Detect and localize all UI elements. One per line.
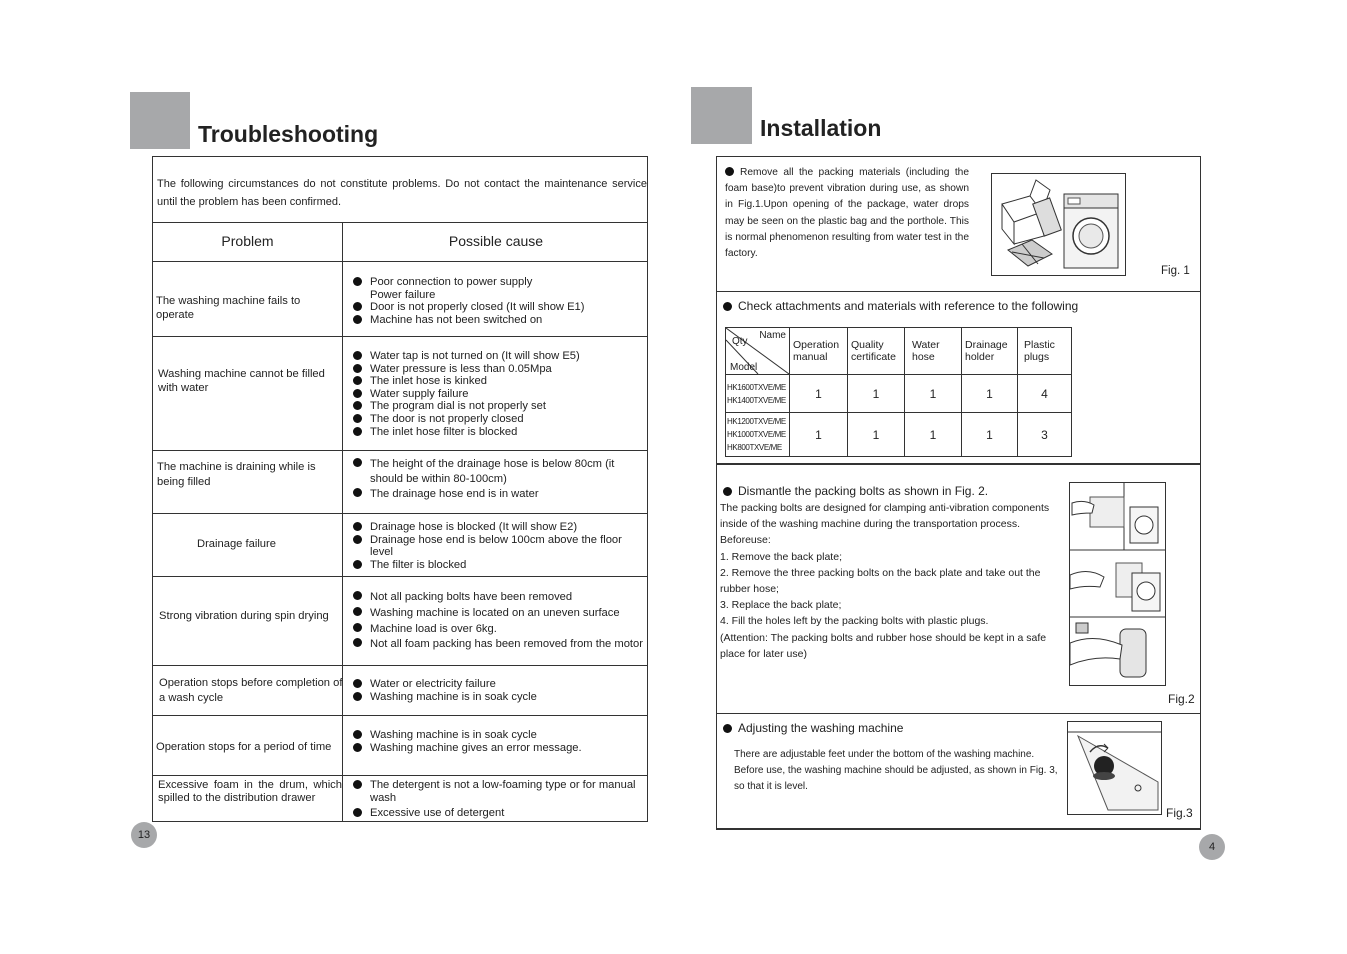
bullet-icon — [725, 167, 734, 176]
attachments-table — [725, 327, 1072, 457]
qty-cell: 1 — [848, 413, 905, 457]
section-marker — [691, 87, 752, 144]
model-name: HK1000TXVE/ME — [727, 430, 786, 439]
problem-cell: The machine is draining while is being filled — [157, 461, 316, 488]
qty-cell: 3 — [1018, 413, 1072, 457]
section-marker — [130, 92, 190, 149]
text-line: (Attention: The packing bolts and rubber hose should be kept in a safe — [720, 631, 1047, 644]
attachments-heading-text: Check attachments and materials with reference to the following — [738, 299, 1079, 313]
model-cell — [726, 375, 790, 413]
qty-cell: 1 — [790, 413, 848, 457]
text-line: rubber hose; — [720, 583, 779, 596]
cause-item: Door is not properly closed (It will show E1) — [351, 301, 647, 314]
bullet-icon — [723, 724, 732, 733]
qty-cell: 1 — [790, 375, 848, 413]
qty-cell: 1 — [905, 413, 962, 457]
cause-item: Water pressure is less than 0.05Mpa — [351, 363, 647, 376]
fig1-unpacking-illustration — [991, 173, 1126, 276]
cause-item: Excessive use of detergent — [351, 807, 647, 820]
installation-box — [716, 156, 1201, 830]
cause-item: Drainage hose is blocked (It will show E2) — [351, 521, 647, 534]
packing-bolts-text — [720, 500, 1070, 662]
attachments-heading — [723, 299, 1078, 313]
cause-list — [351, 779, 647, 820]
qty-cell: 4 — [1018, 375, 1072, 413]
column-header: Operation manual — [790, 328, 848, 375]
page-number: 13 — [131, 822, 157, 848]
bullet-icon — [723, 487, 732, 496]
qty-cell: 1 — [848, 375, 905, 413]
bullet-icon — [723, 302, 732, 311]
text-line: 3. Replace the back plate; — [720, 599, 842, 612]
qty-cell: 1 — [962, 413, 1018, 457]
text-line: place for later use) — [720, 647, 807, 660]
cause-item: The inlet hose filter is blocked — [351, 426, 647, 439]
cause-item: Water or electricity failure — [351, 678, 647, 691]
cause-list — [351, 350, 647, 438]
adjusting-heading — [723, 721, 903, 735]
corner-model: Model — [730, 362, 758, 373]
problem-cell: Operation stops for a period of time — [156, 741, 332, 753]
cause-item: Not all packing bolts have been removed — [351, 590, 647, 606]
cause-item: Water tap is not turned on (It will show E5) — [351, 350, 647, 363]
problem-cell: Excessive foam in the drum, which spilled to the distribution drawer — [158, 779, 342, 804]
cause-item: Water supply failure — [351, 388, 647, 401]
packing-bolts-heading — [723, 484, 988, 498]
text-line: Beforeuse: — [720, 534, 771, 547]
packing-removal-text — [725, 165, 969, 262]
column-header: Water hose — [905, 328, 962, 375]
cause-list — [351, 521, 647, 571]
page-title-troubleshooting: Troubleshooting — [198, 121, 379, 147]
fig3-label: Fig.3 — [1166, 806, 1193, 820]
model-name: HK1400TXVE/ME — [727, 395, 786, 405]
fig1-label: Fig. 1 — [1161, 265, 1190, 277]
packing-bolts-heading-text: Dismantle the packing bolts as shown in Fig. 2. — [738, 484, 989, 498]
qty-cell: 1 — [905, 375, 962, 413]
text-line: 4. Fill the holes left by the packing bolts with plastic plugs. — [720, 615, 989, 628]
model-name: HK800TXVE/ME — [727, 443, 782, 452]
cause-item: Washing machine gives an error message. — [351, 742, 647, 755]
problem-cell: Strong vibration during spin drying — [159, 610, 329, 622]
adjusting-text: There are adjustable feet under the bottom of the washing machine. Before use, the washing machine should be adjusted, as shown in Fig. 3, so that it is level. — [734, 749, 1058, 792]
troubleshooting-table — [152, 156, 648, 822]
cause-item: Poor connection to power supply — [351, 276, 647, 289]
problem-cell: Drainage failure — [197, 538, 276, 550]
header-problem: Problem — [221, 233, 274, 249]
cause-item: Machine has not been switched on — [351, 314, 647, 327]
cause-item: Drainage hose end is below 100cm above the floor level — [351, 534, 647, 559]
model-cell — [726, 413, 790, 457]
cause-list — [351, 678, 647, 703]
cause-item: Washing machine is in soak cycle — [351, 729, 647, 742]
adjusting-heading-text: Adjusting the washing machine — [738, 721, 904, 735]
cause-list — [351, 729, 647, 754]
page-number: 4 — [1199, 834, 1225, 860]
cause-item: Not all foam packing has been removed from the motor — [351, 637, 647, 653]
text-line: The packing bolts are designed for clamping anti-vibration components — [720, 502, 1050, 514]
fig2-label: Fig.2 — [1168, 692, 1195, 706]
cause-list — [351, 457, 647, 502]
problem-cell: Operation stops before completion of a wash cycle — [159, 677, 343, 704]
cause-item: Washing machine is located on an uneven surface — [351, 606, 647, 622]
cause-item: Machine load is over 6kg. — [351, 622, 647, 638]
cause-list — [351, 590, 647, 653]
cause-item: The program dial is not properly set — [351, 400, 647, 413]
problem-cell: Washing machine cannot be filled with water — [158, 368, 325, 394]
cause-list — [351, 276, 647, 326]
text-line: 2. Remove the three packing bolts on the back plate and take out the — [720, 566, 1041, 579]
cause-item: The filter is blocked — [351, 559, 647, 572]
cause-item: Washing machine is in soak cycle — [351, 691, 647, 704]
cause-item: The detergent is not a low-foaming type or for manual wash — [351, 779, 647, 805]
cause-item: The inlet hose is kinked — [351, 375, 647, 388]
corner-qty: Qty — [732, 336, 748, 347]
header-possible-cause: Possible cause — [448, 233, 544, 249]
fig2-packing-bolts-illustration — [1069, 482, 1166, 686]
problem-cell: The washing machine fails to operate — [156, 295, 301, 321]
corner-header-cell — [726, 328, 790, 375]
fig3-adjustable-feet-illustration — [1067, 721, 1162, 815]
intro-text: The following circumstances do not constitute problems. Do not contact the maintenance service until the problem has been confirmed. — [157, 178, 647, 208]
page-title-installation: Installation — [760, 115, 882, 141]
cause-item: The height of the drainage hose is below 80cm (it should be within 80-100cm) — [351, 457, 647, 487]
text-line: 1. Remove the back plate; — [720, 550, 842, 563]
packing-removal-paragraph: Remove all the packing materials (including the foam base)to prevent vibration during use, as shown in Fig.1.Upon opening of the package, water drops may be seen on the plastic bag and the porthole. This is normal phenomenon resulting from water test in the factory. — [725, 167, 969, 260]
column-header: Quality certificate — [848, 328, 905, 375]
corner-name: Name — [759, 330, 786, 341]
column-header: Plastic plugs — [1018, 328, 1072, 375]
qty-cell: 1 — [962, 375, 1018, 413]
column-header: Drainage holder — [962, 328, 1018, 375]
model-name: HK1200TXVE/ME — [727, 417, 786, 426]
cause-item: The door is not properly closed — [351, 413, 647, 426]
text-line: inside of the washing machine during the transportation process. — [720, 518, 1021, 531]
model-name: HK1600TXVE/ME — [727, 382, 786, 392]
cause-item: The drainage hose end is in water — [351, 487, 647, 502]
cause-note: Power failure — [370, 288, 436, 301]
